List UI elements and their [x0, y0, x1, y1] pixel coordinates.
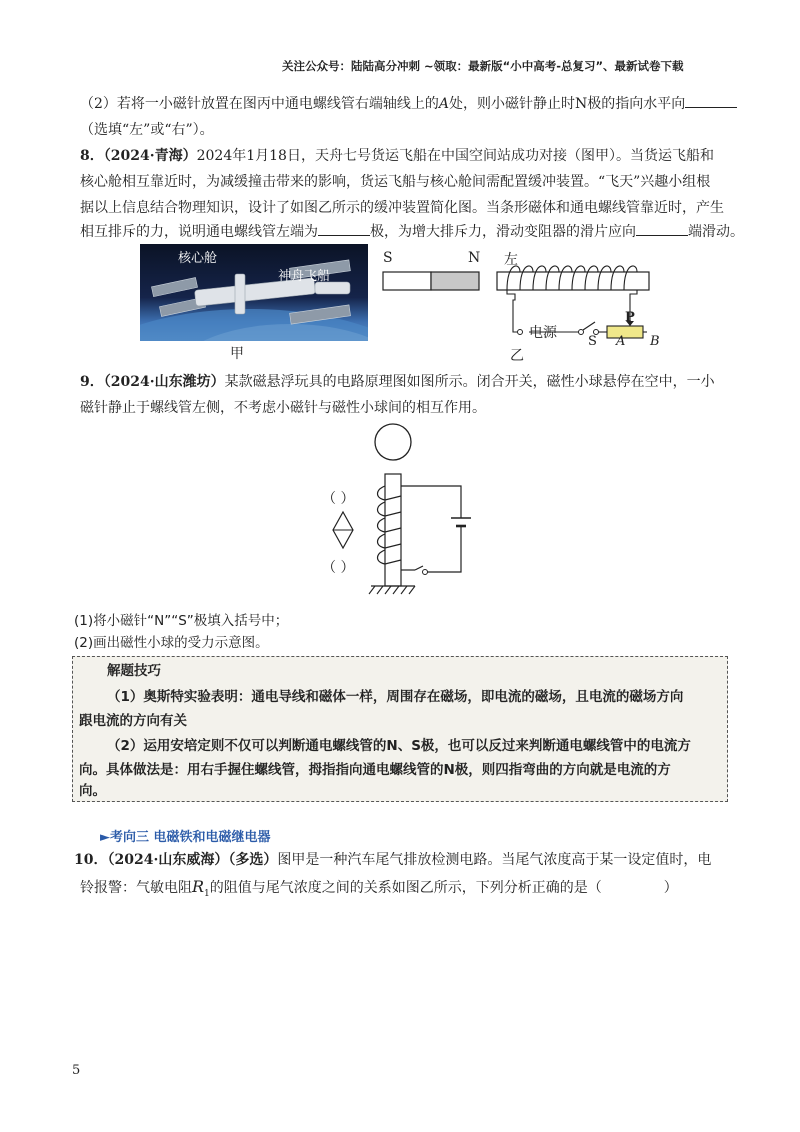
magnet-label-n: N [468, 250, 481, 266]
q7-part2-line2: （选填“左”或“右”）。 [80, 122, 214, 138]
tips-title: 解题技巧 [107, 663, 161, 679]
label-switch-s: S [588, 334, 597, 349]
power-terminal-left [518, 330, 523, 335]
photo-label-core-module: 核心舱 [178, 251, 218, 266]
tips-p2-line2: 向。具体做法是：用右手握住螺线管，拇指指向通电螺线管的N极，则四指弯曲的方向就是电流的方 [79, 762, 671, 778]
q9-sub2: (2)画出磁性小球的受力示意图。 [74, 635, 269, 651]
magnet-label-s: S [383, 250, 393, 266]
label-slider-p: P [625, 310, 635, 325]
bar-magnet-s-half [383, 272, 431, 290]
q8-line4: 相互排斥的力，说明通电螺线管左端为 极，为增大排斥力，滑动变阻器的滑片应向 端滑动。 [80, 219, 744, 245]
label-left-end: 左 [504, 252, 518, 268]
label-power-source: 电源 [529, 325, 557, 341]
answer-blank [318, 221, 370, 236]
answer-blank [636, 221, 688, 236]
section-heading: ►考向三 电磁铁和电磁继电器 [100, 830, 271, 845]
answer-blank [685, 93, 737, 108]
q8-source: （2024·青海） [103, 148, 197, 164]
switch-pivot [579, 330, 584, 335]
q10-line2: 铃报警：气敏电阻$R_1$的阻值与尾气浓度之间的关系如图乙所示，下列分析正确的是（ ） [80, 877, 678, 899]
q8-line2: 核心舱相互靠近时，为减缓撞击带来的影响，货运飞船与核心舱间需配置缓冲装置。“飞天”兴趣小组根 [80, 174, 711, 190]
figure-label-yi: 乙 [510, 348, 524, 364]
switch-blade [415, 566, 423, 570]
switch-blade [583, 322, 595, 330]
q8-line1: 8．（2024·青海）2024年1月18日，天舟七号货运飞船在中国空间站成功对接（图甲）。当货运飞船和 [80, 148, 714, 164]
q7-part2-line1: （2）若将一小磁针放置在图丙中通电螺线管右端轴线上的A处，则小磁针静止时N极的指向水平向 [80, 91, 737, 117]
q10-source: （2024·山东威海）（多选） [107, 852, 278, 868]
figure-label-jia: 甲 [230, 346, 244, 362]
switch-contact [423, 570, 428, 575]
resistor-variable: R [192, 877, 205, 896]
buffer-device-diagram [375, 242, 675, 360]
tips-box [72, 656, 728, 802]
tips-p1-line1: （1）奥斯特实验表明：通电导线和磁体一样，周围存在磁场，即电流的磁场，且电流的磁场方向 [107, 689, 684, 705]
bar-magnet-n-half [431, 272, 479, 290]
label-end-a: A [616, 334, 626, 349]
photo-label-spaceship: 神舟飞船 [278, 269, 331, 284]
q9-line2: 磁针静止于螺线管左侧，不考虑小磁针与磁性小球间的相互作用。 [80, 400, 486, 416]
q8-line3: 据以上信息结合物理知识，设计了如图乙所示的缓冲装置简化图。当条形磁体和通电螺线管靠近时，产生 [80, 200, 724, 216]
page-header: 关注公众号：陆陆高分冲刺 ~领取：最新版“小中高考-总复习”、最新试卷下载 [282, 59, 684, 73]
space-station-photo [140, 244, 368, 341]
ground-hatching [369, 586, 415, 594]
point-a-label: A [438, 96, 450, 112]
tips-p2-line3: 向。 [79, 783, 106, 799]
magnetic-ball [375, 424, 411, 460]
circuit-wires [401, 486, 461, 572]
q9-sub1: (1)将小磁针“N”“S”极填入括号中； [74, 613, 289, 629]
label-end-b: B [650, 334, 660, 349]
bracket-top-answer: （ ） [322, 491, 355, 507]
q9-source: （2024·山东潍坊） [103, 374, 225, 390]
q9-line1: 9．（2024·山东潍坊）某款磁悬浮玩具的电路原理图如图所示。闭合开关，磁性小球悬停在空中，一小 [80, 374, 715, 390]
tips-p1-line2: 跟电流的方向有关 [79, 713, 187, 729]
bracket-bottom-answer: （ ） [322, 560, 355, 576]
tips-p2-line1: （2）运用安培定则不仅可以判断通电螺线管的N、S极，也可以反过来判断通电螺线管中的电流方 [107, 738, 691, 754]
page-number: 5 [72, 1063, 81, 1078]
q10-line1: 10．（2024·山东威海）（多选）图甲是一种汽车尾气排放检测电路。当尾气浓度高于某一设定值时，电 [74, 852, 712, 868]
